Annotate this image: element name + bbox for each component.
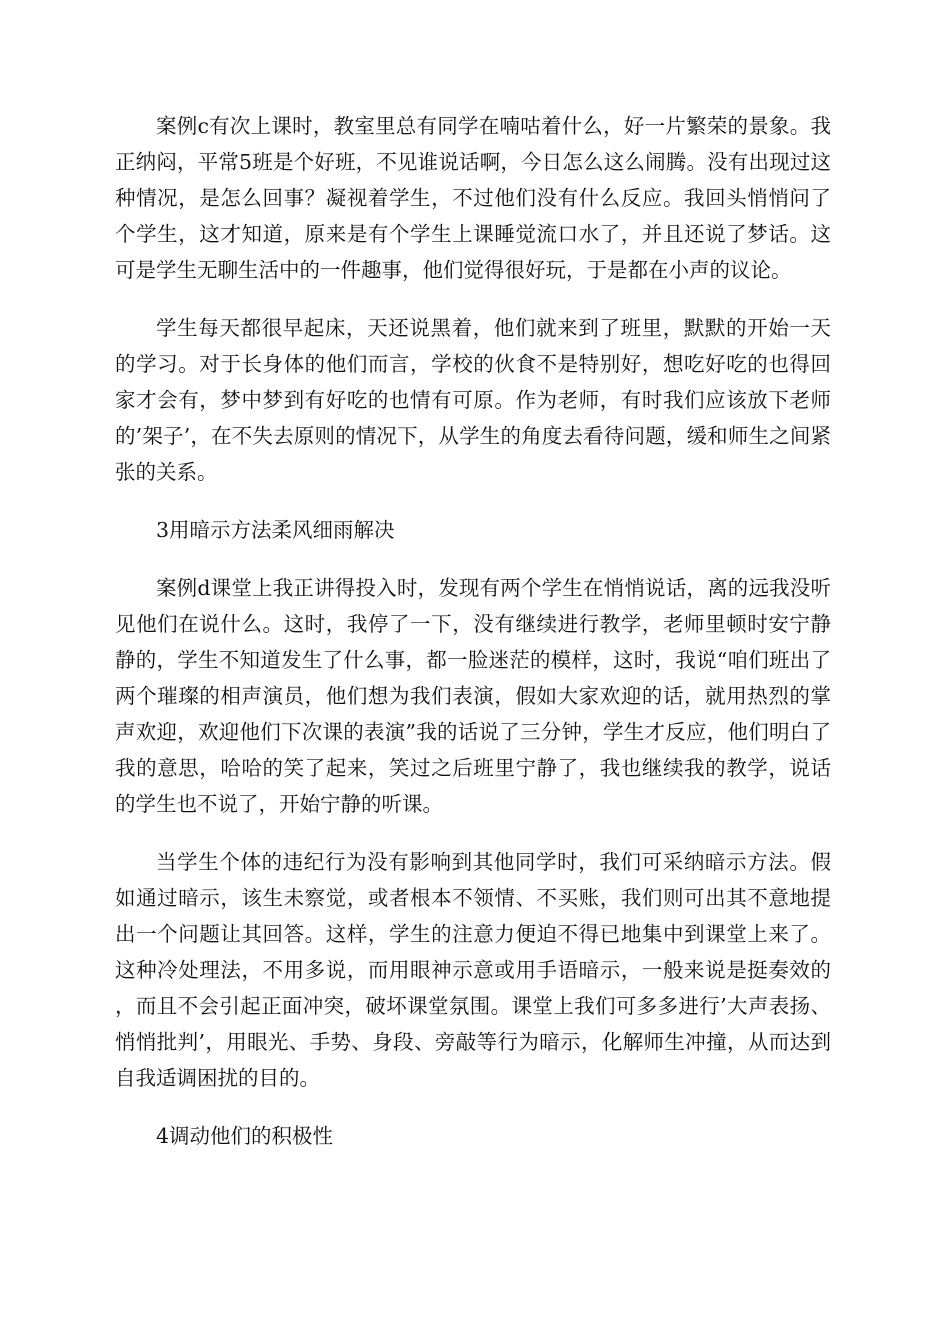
paragraph-case-d: 案例d课堂上我正讲得投入时，发现有两个学生在悄悄说话，离的远我没听见他们在说什么。这时，我停了一下，没有继续进行教学，老师里顿时安宁静静的，学生不知道发生了什么事，都一脸迷茫的模样，这时，我说“咱们班出了两个璀璨的相声演员，他们想为我们表演，假如大家欢迎的话，就用热烈的掌声欢迎，欢迎他们下次课的表演”我的话说了三分钟，学生才反应，他们明白了我的意思，哈哈的笑了起来，笑过之后班里宁静了，我也继续我的教学，说话的学生也不说了，开始宁静的听课。 xyxy=(115,576,831,816)
paragraph-hint-method: 当学生个体的违纪行为没有影响到其他同学时，我们可采纳暗示方法。假如通过暗示，该生未察觉，或者根本不领情、不买账，我们则可出其不意地提出一个问题让其回答。这样，学生的注意力便迫不得已地集中到课堂上来了。这种冷处理法，不用多说，而用眼神示意或用手语暗示，一般来说是挺奏效的，而且不会引起正面冲突，破坏课堂氛围。课堂上我们可多多进行’大声表扬、悄悄批判’，用眼光、手势、身段、旁敲等行为暗示，化解师生冲撞，从而达到自我适调困扰的目的。 xyxy=(115,850,831,1090)
paragraph-student-life: 学生每天都很早起床，天还说黑着，他们就来到了班里，默默的开始一天的学习。对于长身体的他们而言，学校的伙食不是特别好，想吃好吃的也得回家才会有，梦中梦到有好吃的也情有可原。作为老师，有时我们应该放下老师的’架子’，在不失去原则的情况下，从学生的角度去看待问题，缓和师生之间紧张的关系。 xyxy=(115,316,831,484)
document-page xyxy=(115,108,831,1176)
section-heading-4: 4调动他们的积极性 xyxy=(156,1124,334,1148)
paragraph-case-c: 案例c有次上课时，教室里总有同学在喃咕着什么，好一片繁荣的景象。我正纳闷，平常5班是个好班，不见谁说话啊，今日怎么这么闹腾。没有出现过这种情况，是怎么回事？凝视着学生，不过他们没有什么反应。我回头悄悄问了个学生，这才知道，原来是有个学生上课睡觉流口水了，并且还说了梦话。这可是学生无聊生活中的一件趣事，他们觉得很好玩，于是都在小声的议论。 xyxy=(115,114,831,282)
section-heading-3: 3用暗示方法柔风细雨解决 xyxy=(156,518,395,542)
